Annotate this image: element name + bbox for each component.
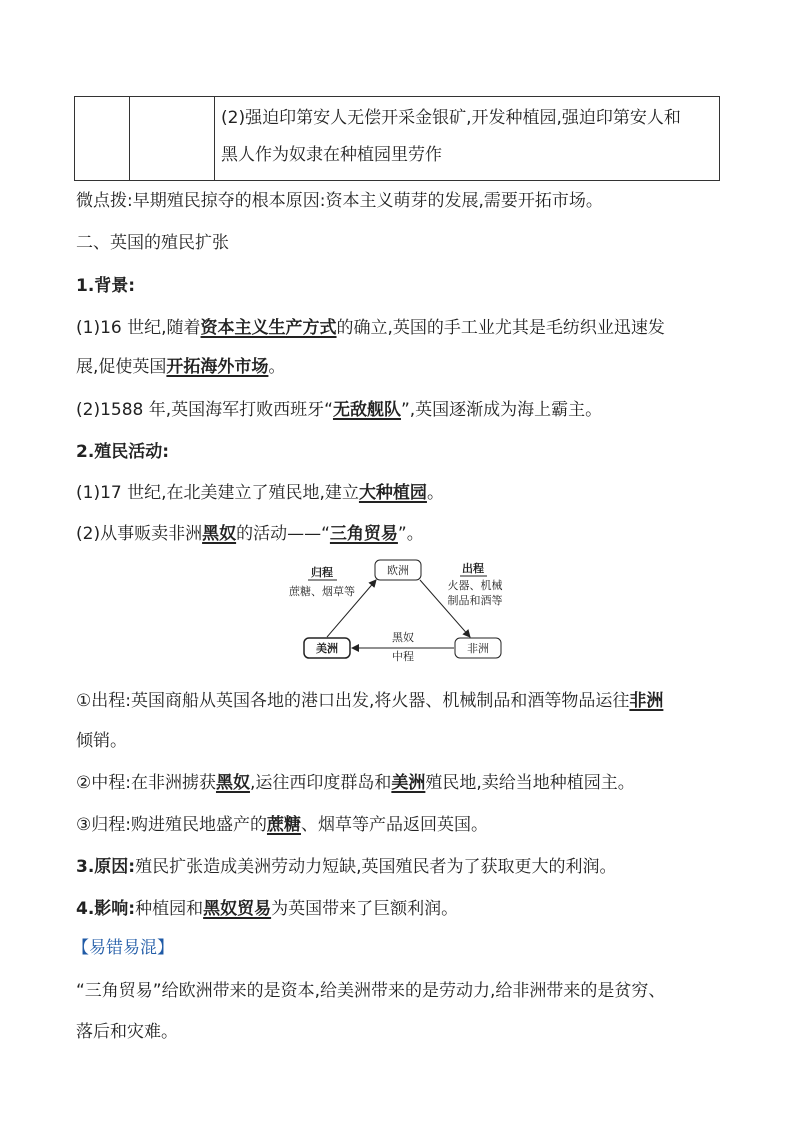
outbound-goods-1: 火器、机械 bbox=[447, 579, 503, 592]
label-america: 美洲 bbox=[316, 642, 338, 655]
table-cell-empty-1 bbox=[75, 97, 130, 181]
table-text-line2: 黑人作为奴隶在种植园里劳作 bbox=[221, 145, 442, 165]
table-text-line1: (2)强迫印第安人无偿开采金银矿,开发种植园,强迫印第安人和 bbox=[221, 108, 681, 128]
route-outbound-line2: 倾销。 bbox=[76, 731, 127, 751]
middle-cargo: 黑奴 bbox=[392, 631, 414, 644]
keyword-slaves: 黑奴 bbox=[215, 773, 250, 793]
background-p1-line2: 展,促使英国开拓海外市场。 bbox=[76, 357, 286, 377]
outbound-goods-2: 制品和酒等 bbox=[447, 594, 503, 607]
middle-title: 中程 bbox=[392, 650, 414, 663]
impact-line: 4.影响:种植园和黑奴贸易为英国带来了巨额利润。 bbox=[76, 899, 459, 919]
background-p1-line1: (1)16 世纪,随着资本主义生产方式的确立,英国的手工业尤其是毛纺织业迅速发 bbox=[76, 318, 665, 338]
return-goods: 蔗糖、烟草等 bbox=[289, 585, 355, 598]
impact-heading: 4.影响: bbox=[76, 899, 136, 919]
confusion-line2: 落后和灾难。 bbox=[76, 1022, 178, 1042]
confusion-line1: “三角贸易”给欧洲带来的是资本,给美洲带来的是劳动力,给非洲带来的是贫穷、 bbox=[76, 981, 666, 1001]
activities-p1: (1)17 世纪,在北美建立了殖民地,建立大种植园。 bbox=[76, 483, 444, 503]
route-middle: ②中程:在非洲掳获黑奴,运往西印度群岛和美洲殖民地,卖给当地种植园主。 bbox=[76, 773, 635, 793]
table-cell-empty-2 bbox=[130, 97, 215, 181]
activities-heading: 2.殖民活动: bbox=[76, 442, 170, 462]
route-return: ③归程:购进殖民地盛产的蔗糖、烟草等产品返回英国。 bbox=[76, 815, 488, 835]
keyword-slave-trade: 黑奴贸易 bbox=[203, 899, 272, 919]
table-row bbox=[75, 97, 720, 181]
table-cell-content bbox=[215, 97, 720, 181]
keyword-armada: 无敌舰队 bbox=[332, 400, 401, 420]
keyword-america: 美洲 bbox=[391, 773, 426, 793]
background-heading: 1.背景: bbox=[76, 276, 136, 296]
keyword-plantation: 大种植园 bbox=[358, 483, 427, 503]
keyword-triangle-trade: 三角贸易 bbox=[329, 524, 398, 544]
return-title: 归程 bbox=[311, 566, 333, 579]
section-title: 二、英国的殖民扩张 bbox=[76, 233, 229, 253]
reason-heading: 3.原因: bbox=[76, 857, 136, 877]
route-outbound-line1: ①出程:英国商船从英国各地的港口出发,将火器、机械制品和酒等物品运往非洲 bbox=[76, 691, 664, 711]
keyword-overseas-market: 开拓海外市场 bbox=[166, 357, 269, 377]
label-europe: 欧洲 bbox=[387, 564, 409, 577]
tip-text: 微点拨:早期殖民掠夺的根本原因:资本主义萌芽的发展,需要开拓市场。 bbox=[76, 191, 603, 211]
keyword-sugar: 蔗糖 bbox=[266, 815, 301, 835]
confusion-heading: 【易错易混】 bbox=[72, 938, 174, 958]
activities-p2: (2)从事贩卖非洲黑奴的活动——“三角贸易”。 bbox=[76, 524, 424, 544]
keyword-africa: 非洲 bbox=[629, 691, 664, 711]
colonial-table bbox=[74, 96, 720, 181]
keyword-capitalist-mode: 资本主义生产方式 bbox=[200, 318, 337, 338]
reason-line: 3.原因:殖民扩张造成美洲劳动力短缺,英国殖民者为了获取更大的利润。 bbox=[76, 857, 617, 877]
outbound-title: 出程 bbox=[462, 562, 484, 575]
keyword-black-slaves: 黑奴 bbox=[202, 524, 237, 544]
triangle-trade-diagram bbox=[280, 556, 514, 666]
label-africa: 非洲 bbox=[467, 642, 489, 655]
background-p2: (2)1588 年,英国海军打败西班牙“无敌舰队”,英国逐渐成为海上霸主。 bbox=[76, 400, 603, 420]
